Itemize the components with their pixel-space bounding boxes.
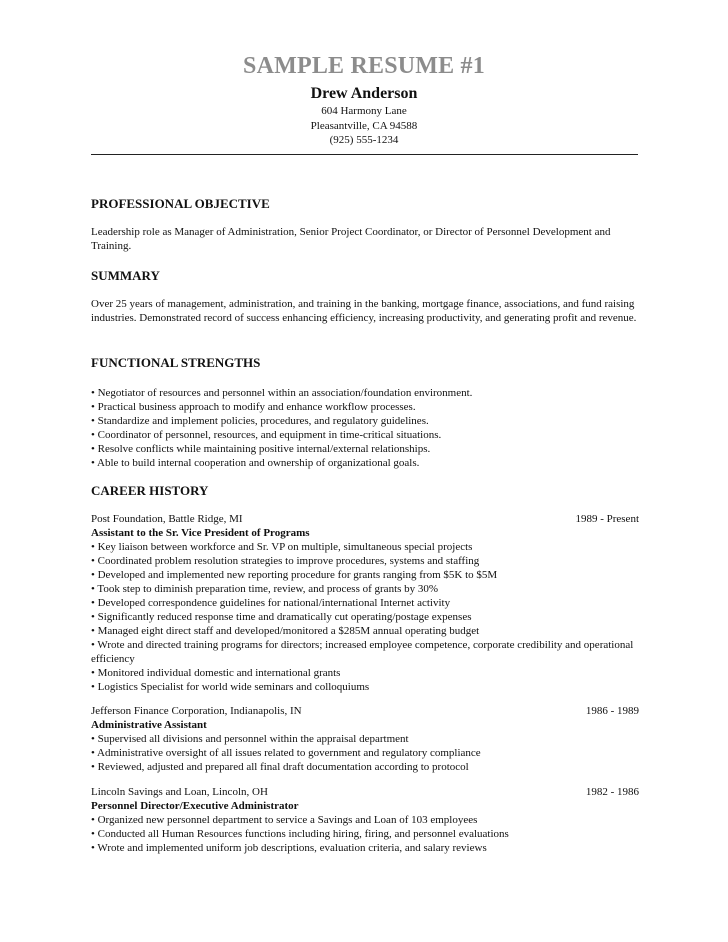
list-item: • Wrote and directed training programs for directors; increased employee competence, corporate credibility and operational efficiency — [91, 639, 634, 665]
career-section — [91, 483, 641, 499]
job-company: Jefferson Finance Corporation, Indianapolis, IN — [91, 705, 302, 717]
header-divider — [91, 154, 638, 155]
list-item: • Took step to diminish preparation time, review, and process of grants by 30% — [91, 583, 439, 595]
objective-text: Leadership role as Manager of Administration, Senior Project Coordinator, or Director of Personnel Development and Training. — [91, 226, 611, 252]
job-title: Administrative Assistant — [91, 719, 207, 731]
address-line-2: Pleasantville, CA 94588 — [310, 120, 418, 132]
list-item: • Reviewed, adjusted and prepared all final draft documentation according to protocol — [91, 761, 469, 773]
phone-number: (925) 555-1234 — [329, 134, 399, 146]
summary-section — [91, 268, 641, 325]
strengths-heading: FUNCTIONAL STRENGTHS — [91, 355, 261, 370]
objective-heading: PROFESSIONAL OBJECTIVE — [91, 196, 270, 211]
list-item: • Supervised all divisions and personnel within the appraisal department — [91, 733, 409, 745]
job-header — [91, 512, 639, 526]
career-heading: CAREER HISTORY — [91, 483, 209, 498]
list-item: • Resolve conflicts while maintaining positive internal/external relationships. — [91, 443, 431, 455]
list-item: • Key liaison between workforce and Sr. VP on multiple, simultaneous special projects — [91, 541, 473, 553]
strengths-list — [91, 386, 641, 470]
list-item: • Coordinator of personnel, resources, and equipment in time-critical situations. — [91, 429, 442, 441]
summary-text: Over 25 years of management, administration, and training in the banking, mortgage finance, associations, and fund raising industries. Demonstrated record of success enhancing efficiency, increasing productivity, and generating profit and revenue. — [91, 298, 637, 324]
summary-heading: SUMMARY — [91, 268, 160, 283]
list-item: • Conducted all Human Resources functions including hiring, firing, and personnel evaluations — [91, 828, 509, 840]
list-item: • Practical business approach to modify and enhance workflow processes. — [91, 401, 416, 413]
job-header — [91, 785, 639, 799]
list-item: • Monitored individual domestic and international grants — [91, 667, 341, 679]
job-entry — [91, 704, 639, 774]
list-item: • Developed and implemented new reporting procedure for grants ranging from $5K to $5M — [91, 569, 498, 581]
job-entry — [91, 512, 639, 694]
list-item: • Administrative oversight of all issues related to government and regulatory compliance — [91, 747, 481, 759]
document-title: SAMPLE RESUME #1 — [243, 53, 485, 79]
job-title: Assistant to the Sr. Vice President of Programs — [91, 527, 310, 539]
job-dates: 1986 - 1989 — [585, 705, 639, 717]
list-item: • Managed eight direct staff and developed/monitored a $285M annual operating budget — [91, 625, 480, 637]
job-company: Post Foundation, Battle Ridge, MI — [91, 513, 243, 525]
list-item: • Standardize and implement policies, procedures, and regulatory guidelines. — [91, 415, 429, 427]
list-item: • Logistics Specialist for world wide seminars and colloquiums — [91, 681, 370, 693]
list-item: • Wrote and implemented uniform job descriptions, evaluation criteria, and salary reviews — [91, 842, 487, 854]
job-entry — [91, 785, 639, 855]
job-dates: 1989 - Present — [575, 513, 639, 525]
list-item: • Developed correspondence guidelines for national/international Internet activity — [91, 597, 451, 609]
list-item: • Significantly reduced response time and dramatically cut operating/postage expenses — [91, 611, 472, 623]
list-item: • Organized new personnel department to service a Savings and Loan of 103 employees — [91, 814, 478, 826]
list-item: • Able to build internal cooperation and ownership of organizational goals. — [91, 457, 420, 469]
address-line-1: 604 Harmony Lane — [321, 105, 407, 117]
job-company: Lincoln Savings and Loan, Lincoln, OH — [91, 786, 268, 798]
job-title: Personnel Director/Executive Administrator — [91, 800, 299, 812]
candidate-name: Drew Anderson — [310, 85, 418, 102]
list-item: • Coordinated problem resolution strategies to improve procedures, systems and staffing — [91, 555, 480, 567]
job-header — [91, 704, 639, 718]
job-dates: 1982 - 1986 — [585, 786, 639, 798]
objective-section — [91, 196, 641, 253]
strengths-section — [91, 355, 641, 470]
list-item: • Negotiator of resources and personnel within an association/foundation environment. — [91, 387, 473, 399]
